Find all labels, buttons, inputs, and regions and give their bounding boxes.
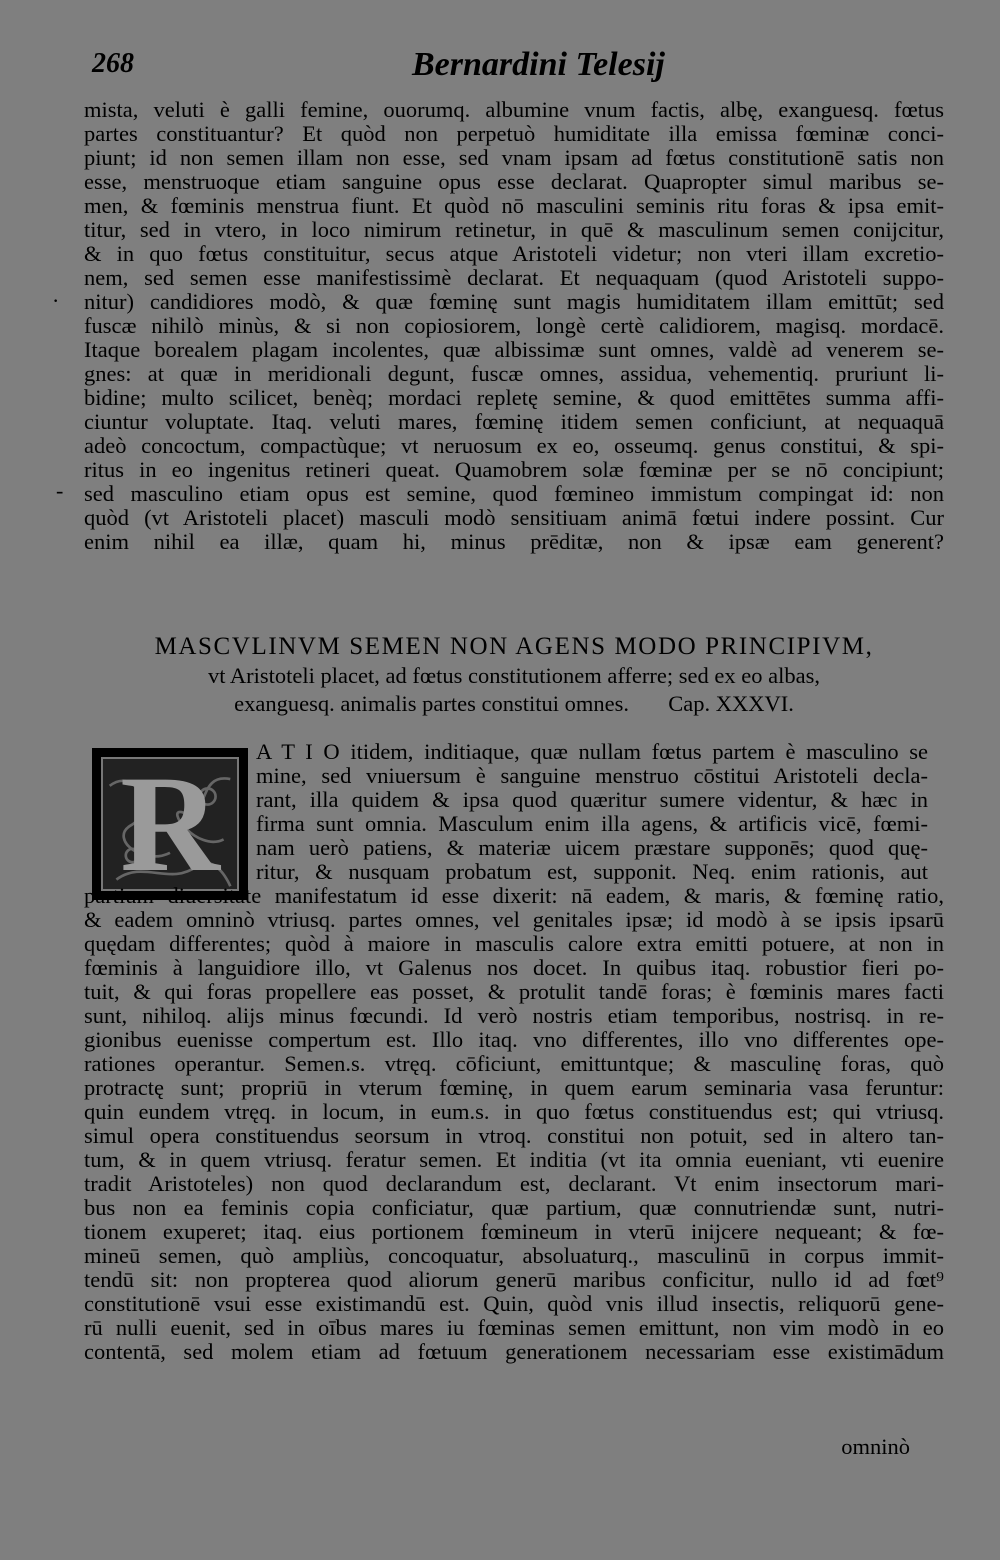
text-line: bus non ea feminis copia conficiatur, quæ partium, quæ connutriendæ sunt, nutri- — [84, 1196, 944, 1220]
text-line: nitur) candidiores modò, & quæ fœminę sunt magis humiditatem illam emittūt; sed — [84, 290, 944, 314]
text-line: tradit Aristoteles) non quod declarandum est, declarant. Vt enim insectorum mari- — [84, 1172, 944, 1196]
text-line: nem, sed semen esse manifestissimè declarat. Et nequaquam (quod Aristoteli suppo- — [84, 266, 944, 290]
text-line: rationes operantur. Semen.s. vtręq. cōficiunt, emittuntque; & masculinę foras, quò — [84, 1052, 944, 1076]
text-line: fuscæ nihilò minùs, & si non copiosiorem, longè certè calidiorem, magisq. mordacē. — [84, 314, 944, 338]
text-line: & in quo fœtus constituitur, secus atque Aristoteli videtur; non vteri illam excretio- — [84, 242, 944, 266]
text-line: esse, menstruoque etiam sanguine opus esse declarat. Quapropter simul maribus se- — [84, 170, 944, 194]
text-line: titur, sed in vtero, in loco nimirum retinetur, in quē & masculinum semen conijcitur, — [84, 218, 944, 242]
chapter-number: Cap. XXXVI. — [668, 691, 794, 716]
text-line: tionem exuperet; itaq. eius portionem fœmineum in vterū inijcere nequeant; & fœ- — [84, 1220, 944, 1244]
text-line: protractę sunt; propriū in vterum fœminę, in quem earum seminaria vasa feruntur: — [84, 1076, 944, 1100]
text-line: sunt, nihiloq. alijs minus fœcundi. Id verò nostris etiam temporibus, nostrisq. in re- — [84, 1004, 944, 1028]
text-line: mine, sed vniuersum è sanguine menstruo cōstitui Aristoteli decla- — [256, 764, 928, 788]
chapter-heading — [84, 632, 944, 718]
chapter-title-line-2: vt Aristoteli placet, ad fœtus constitutionem afferre; sed ex eo albas, — [208, 663, 820, 688]
text-line: adeò concoctum, compactùque; vt neruosum ex eo, osseumq. genus constitui, & spi- — [84, 434, 944, 458]
text-line: firma sunt omnia. Masculum enim illa agens, & artificis vicē, fœmi- — [256, 812, 928, 836]
text-line: ritus in eo ingenitus retineri queat. Quamobrem solæ fœminæ per se nō concipiunt; — [84, 458, 944, 482]
text-line: gionibus euenisse compertum est. Illo itaq. vno differentes, illo vno differentes ope- — [84, 1028, 944, 1052]
text-line: sed masculino etiam opus est semine, quod fœmineo immistum compingat id: non — [84, 482, 944, 506]
text-line: gnes: at quæ in meridionali degunt, fuscæ omnes, assidua, vehementiq. pruriunt li- — [84, 362, 944, 386]
chapter-title-line-3 — [84, 690, 944, 718]
text-line: partium diuersitate manifestatum id esse dixerit: nā eadem, & maris, & fœminę ratio, — [84, 884, 944, 908]
text-line: rū nulli euenit, sed in oībus mares iu fœminas semen emittunt, non vim modò in eo — [84, 1316, 944, 1340]
paragraph-2-indented — [256, 740, 928, 884]
text-line: rant, illa quidem & ipsa quod quæritur sumere videntur, & hæc in — [256, 788, 928, 812]
paragraph-2 — [84, 884, 944, 1364]
text-line: partes constituantur? Et quòd non perpetuò humiditate illa emissa fœminæ conci- — [84, 122, 944, 146]
text-line: A T I O itidem, inditiaque, quæ nullam fœtus partem è masculino se — [256, 740, 928, 764]
text-line: quędam differentes; quòd à maiore in masculis calore extra emitti potuere, at non in — [84, 932, 944, 956]
margin-mark: - — [56, 478, 64, 503]
text-line: & eadem omninò vtriusq. partes omnes, vel genitales ipsæ; id modò à se ipsis ipsarū — [84, 908, 944, 932]
decorated-initial — [92, 748, 248, 900]
chapter-title-text: exanguesq. animalis partes constitui omnes. — [234, 691, 630, 716]
text-line: contentā, sed molem etiam ad fœtuum generationem necessariam esse existimādum — [84, 1340, 944, 1364]
chapter-title-line-1: MASCVLINVM SEMEN NON AGENS MODO PRINCIPIVM, — [154, 633, 874, 660]
text-line: tendū sit: non propterea quod aliorum generū maribus conficitur, nullo id ad fœt⁹ — [84, 1268, 944, 1292]
text-line: tum, & in quem vtriusq. feratur semen. Et inditia (vt ita omnia eueniant, vti euenire — [84, 1148, 944, 1172]
text-line: mineū semen, quò ampliùs, concoquatur, absoluaturq., masculinū in corpus immit- — [84, 1244, 944, 1268]
text-line: mista, veluti è galli femine, ouorumq. albumine vnum factis, albę, exanguesq. fœtus — [84, 98, 944, 122]
margin-mark: · — [52, 288, 60, 313]
text-line: piunt; id non semen illam non esse, sed vnam ipsam ad fœtus constitutionē satis non — [84, 146, 944, 170]
text-line: ritur, & nusquam probatum est, supponit. Neq. enim rationis, aut — [256, 860, 928, 884]
text-line: quòd (vt Aristoteli placet) masculi modò sensitiuam animā fœtui indere possint. Cur — [84, 506, 944, 530]
text-line: simul opera constituendus seorsum in vtroq. constitui non potuit, sed in altero tan- — [84, 1124, 944, 1148]
text-line: ciuntur voluptate. Itaq. veluti mares, fœminę itidem semen conficiunt, at nequaquā — [84, 410, 944, 434]
text-line: fœminis à languidiore illo, vt Galenus nos docet. In quibus itaq. robustior fieri po- — [84, 956, 944, 980]
text-line: men, & fœminis menstrua fiunt. Et quòd nō masculini seminis ritu foras & ipsa emit- — [84, 194, 944, 218]
text-line: enim nihil ea illæ, quam hi, minus prēditæ, non & ipsæ eam generent? — [84, 530, 944, 554]
text-line: tuit, & qui foras propellere eas posset, & protulit tandē foras; è fœminis mares facti — [84, 980, 944, 1004]
running-title: Bernardini Telesij — [412, 46, 665, 83]
page-number: 268 — [92, 48, 134, 79]
paragraph-1 — [84, 98, 944, 554]
text-line: constitutionē vsui esse existimandū est. Quin, quòd vnis illud insectis, reliquorū gene- — [84, 1292, 944, 1316]
text-line: bidine; multo scilicet, benèq; mordaci repletę semine, & quod emittētes summa affi- — [84, 386, 944, 410]
text-line: nam uerò patiens, & materiæ uicem præstare supponēs; quod quę- — [256, 836, 928, 860]
text-line: Itaque borealem plagam incolentes, quæ albissimæ sunt omnes, valdè ad venerem se- — [84, 338, 944, 362]
text-line: quin eundem vtręq. in locum, in eum.s. in quo fœtus constituendus est; qui vtriusq. — [84, 1100, 944, 1124]
initial-letter: R — [120, 757, 220, 891]
catchword: omninò — [841, 1434, 910, 1459]
